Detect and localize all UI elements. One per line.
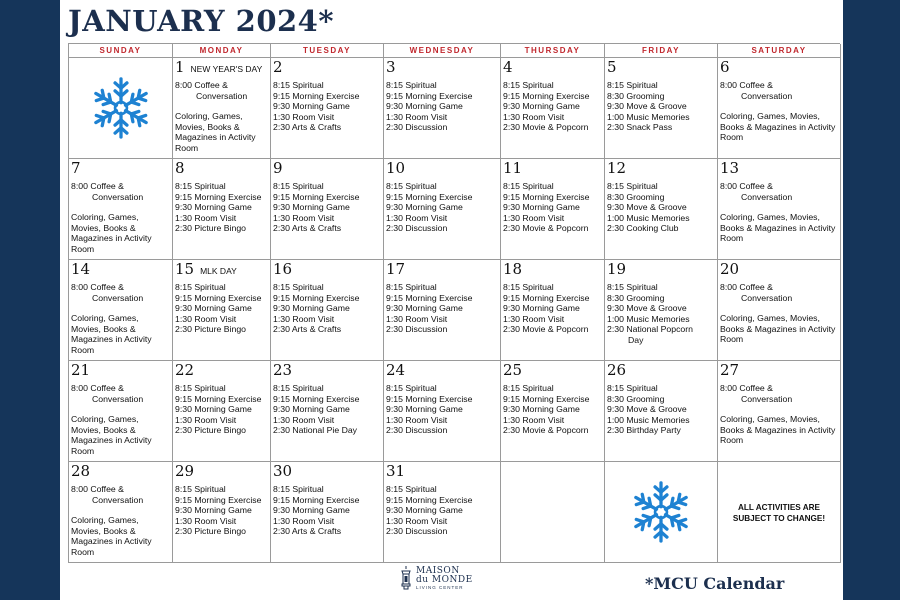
day-cell-4	[501, 58, 605, 159]
activity-line: 8:15 Spiritual	[503, 181, 554, 191]
activity-line: 2:30 Picture Bingo	[175, 526, 246, 537]
day-number: 12	[607, 159, 627, 177]
activity-line: 9:15 Morning Exercise	[386, 90, 473, 101]
activity-line: 1:00 Music Memories	[607, 313, 690, 324]
activity-line: 9:30 Move & Groove	[607, 303, 687, 314]
day-number: 6	[720, 58, 730, 76]
calendar-grid	[68, 43, 840, 563]
day-cell-29	[173, 462, 271, 563]
activity-line: 9:30 Morning Game	[273, 404, 350, 415]
activity-line: 8:00 Coffee &	[71, 383, 124, 393]
activity-line: Coloring, Games, Movies, Books & Magazines in Activity Room	[720, 212, 836, 244]
page-title: JANUARY 2024*	[68, 4, 335, 38]
activity-line: 9:15 Morning Exercise	[386, 292, 473, 303]
weekday-header-sunday: SUNDAY	[69, 44, 173, 58]
activity-line: 8:15 Spiritual	[273, 383, 324, 393]
activity-line: 1:30 Room Visit	[175, 515, 237, 526]
activity-line: 2:30 Picture Bingo	[175, 223, 246, 234]
activity-line: 1:30 Room Visit	[503, 212, 565, 223]
empty-cell	[501, 462, 605, 563]
activity-line: 9:15 Morning Exercise	[273, 191, 360, 202]
activity-line: 8:00 Coffee &	[71, 181, 124, 191]
day-number: 31	[386, 462, 406, 480]
activity-line: 9:30 Move & Groove	[607, 202, 687, 213]
day-number: 26	[607, 361, 627, 379]
activity-line: 9:15 Morning Exercise	[273, 393, 360, 404]
activity-line: 2:30 Movie & Popcorn	[503, 425, 589, 436]
activity-line: 1:30 Room Visit	[386, 515, 448, 526]
activity-line: 9:30 Morning Game	[175, 505, 252, 516]
activity-line: 8:00 Coffee &	[175, 80, 228, 90]
day-number: 20	[720, 260, 740, 278]
day-cell-25	[501, 361, 605, 462]
day-number: 15	[175, 260, 195, 278]
activity-line: 2:30 Snack Pass	[607, 122, 673, 133]
activity-line: 9:30 Morning Game	[175, 202, 252, 213]
day-number: 7	[71, 159, 81, 177]
day-cell-5	[605, 58, 718, 159]
activity-line: 9:15 Morning Exercise	[503, 191, 590, 202]
activity-line: Conversation	[92, 191, 144, 202]
day-number: 8	[175, 159, 185, 177]
day-cell-2	[271, 58, 384, 159]
activity-line: 8:00 Coffee &	[720, 181, 773, 191]
weekday-header-monday: MONDAY	[173, 44, 271, 58]
activity-line: 8:15 Spiritual	[273, 80, 324, 90]
activity-line: 1:30 Room Visit	[386, 212, 448, 223]
activity-line: 8:15 Spiritual	[386, 484, 437, 494]
activity-line: Conversation	[92, 292, 144, 303]
day-number: 27	[720, 361, 740, 379]
activity-line: 8:15 Spiritual	[273, 484, 324, 494]
activity-line: Conversation	[741, 90, 793, 101]
day-cell-23	[271, 361, 384, 462]
notice-cell	[718, 462, 841, 563]
activity-line: 8:15 Spiritual	[386, 181, 437, 191]
activity-line: 9:30 Move & Groove	[607, 101, 687, 112]
day-number: 11	[503, 159, 523, 177]
activity-line: 8:15 Spiritual	[607, 181, 658, 191]
activity-line: 8:00 Coffee &	[720, 80, 773, 90]
activity-line: 1:30 Room Visit	[273, 515, 335, 526]
day-number: 3	[386, 58, 396, 76]
activity-line: 9:30 Morning Game	[503, 303, 580, 314]
activity-line: 1:30 Room Visit	[273, 414, 335, 425]
activity-line: 9:30 Morning Game	[503, 101, 580, 112]
day-cell-8	[173, 159, 271, 260]
weekday-header-saturday: SATURDAY	[718, 44, 841, 58]
activity-line: 1:30 Room Visit	[175, 212, 237, 223]
snowflake-icon	[88, 75, 154, 141]
day-number: 2	[273, 58, 283, 76]
activity-line: 9:30 Morning Game	[386, 404, 463, 415]
activity-line: 9:15 Morning Exercise	[175, 191, 262, 202]
activity-line	[175, 101, 268, 111]
activity-line: 9:30 Morning Game	[273, 303, 350, 314]
holiday-label: MLK DAY	[200, 266, 237, 276]
day-number: 13	[720, 159, 740, 177]
day-cell-6	[718, 58, 841, 159]
activity-line: 1:00 Music Memories	[607, 212, 690, 223]
activity-line: 8:15 Spiritual	[607, 383, 658, 393]
activity-line: Conversation	[741, 393, 793, 404]
activity-line: 8:15 Spiritual	[386, 383, 437, 393]
activity-line: Coloring, Games, Movies, Books & Magazines in Activity Room	[71, 313, 152, 355]
activity-line: 8:30 Grooming	[607, 292, 665, 303]
activity-line: 8:15 Spiritual	[175, 181, 226, 191]
day-cell-9	[271, 159, 384, 260]
day-cell-24	[384, 361, 501, 462]
activity-line: 8:15 Spiritual	[273, 282, 324, 292]
activity-line: Coloring, Games, Movies, Books & Magazines in Activity Room	[71, 414, 152, 456]
activity-line: 9:30 Morning Game	[386, 101, 463, 112]
activity-line: 8:15 Spiritual	[503, 383, 554, 393]
activity-line: 8:15 Spiritual	[175, 383, 226, 393]
day-cell-16	[271, 260, 384, 361]
activity-line: 9:15 Morning Exercise	[503, 90, 590, 101]
weekday-header-wednesday: WEDNESDAY	[384, 44, 501, 58]
activity-line: 9:15 Morning Exercise	[273, 494, 360, 505]
activity-line: 2:30 Discussion	[386, 425, 448, 436]
activity-line: 1:30 Room Visit	[503, 414, 565, 425]
activity-line: 1:30 Room Visit	[273, 212, 335, 223]
day-cell-20	[718, 260, 841, 361]
activity-line: Conversation	[196, 90, 248, 101]
activity-line: Coloring, Games, Movies, Books & Magazines in Activity Room	[175, 111, 256, 153]
activity-line: 1:30 Room Visit	[386, 313, 448, 324]
day-number: 24	[386, 361, 406, 379]
activity-line: 2:30 Picture Bingo	[175, 425, 246, 436]
day-number: 28	[71, 462, 91, 480]
activity-line: 8:00 Coffee &	[720, 282, 773, 292]
activity-line: 9:15 Morning Exercise	[386, 494, 473, 505]
activity-line: Conversation	[741, 292, 793, 303]
activity-line: 9:30 Morning Game	[175, 303, 252, 314]
activity-line: 8:15 Spiritual	[273, 181, 324, 191]
activity-line: 9:15 Morning Exercise	[273, 292, 360, 303]
activity-line: Coloring, Games, Movies, Books & Magazines in Activity Room	[720, 414, 836, 446]
activity-line: 2:30 National Pie Day	[273, 425, 358, 436]
day-cell-19	[605, 260, 718, 361]
activity-line: 1:30 Room Visit	[273, 313, 335, 324]
activity-line: 9:30 Move & Groove	[607, 404, 687, 415]
activity-line: 8:15 Spiritual	[175, 484, 226, 494]
activity-line: 2:30 Movie & Popcorn	[503, 324, 589, 335]
activity-line: 2:30 Arts & Crafts	[273, 526, 342, 537]
day-number: 14	[71, 260, 91, 278]
activity-line: 2:30 National Popcorn	[607, 324, 693, 335]
activity-line: 1:30 Room Visit	[503, 111, 565, 122]
day-cell-3	[384, 58, 501, 159]
logo-name-line2: du MONDE	[416, 574, 473, 585]
activity-line: 8:15 Spiritual	[503, 80, 554, 90]
activity-line: 2:30 Arts & Crafts	[273, 122, 342, 133]
day-number: 25	[503, 361, 523, 379]
change-notice: ALL ACTIVITIES ARE SUBJECT TO CHANGE!	[732, 502, 826, 523]
day-cell-17	[384, 260, 501, 361]
activity-line: 8:30 Grooming	[607, 191, 665, 202]
day-number: 21	[71, 361, 91, 379]
day-number: 5	[607, 58, 617, 76]
day-cell-14	[69, 260, 173, 361]
activity-line: Day	[628, 334, 644, 345]
activity-line	[720, 202, 838, 212]
logo-name-line1: MAISON	[416, 565, 460, 576]
day-cell-30	[271, 462, 384, 563]
day-number: 29	[175, 462, 195, 480]
activity-line: Conversation	[92, 393, 144, 404]
activity-line: 1:30 Room Visit	[273, 111, 335, 122]
day-cell-26	[605, 361, 718, 462]
activity-line: 8:00 Coffee &	[71, 484, 124, 494]
activity-line: 9:30 Morning Game	[386, 505, 463, 516]
activity-line: 8:15 Spiritual	[386, 282, 437, 292]
day-number: 16	[273, 260, 293, 278]
activity-line	[720, 101, 838, 111]
lantern-icon	[400, 566, 412, 590]
activity-line: 8:15 Spiritual	[386, 80, 437, 90]
day-cell-28	[69, 462, 173, 563]
activity-line: 9:30 Morning Game	[503, 404, 580, 415]
activity-line: 9:30 Morning Game	[273, 505, 350, 516]
weekday-header-thursday: THURSDAY	[501, 44, 605, 58]
activity-line: 8:30 Grooming	[607, 393, 665, 404]
activity-line	[71, 202, 170, 212]
activity-line: 1:30 Room Visit	[503, 313, 565, 324]
activity-line: 8:15 Spiritual	[503, 282, 554, 292]
logo	[400, 566, 473, 590]
holiday-label: NEW YEAR'S DAY	[190, 64, 263, 74]
activity-line: 9:30 Morning Game	[273, 101, 350, 112]
activity-line: Conversation	[92, 494, 144, 505]
day-cell-22	[173, 361, 271, 462]
activity-line: 2:30 Arts & Crafts	[273, 223, 342, 234]
activity-line: 2:30 Movie & Popcorn	[503, 122, 589, 133]
activity-line: 8:15 Spiritual	[175, 282, 226, 292]
activity-line: 9:30 Morning Game	[175, 404, 252, 415]
activity-line: 9:15 Morning Exercise	[175, 292, 262, 303]
activity-line: 1:00 Music Memories	[607, 414, 690, 425]
activity-line: 2:30 Cooking Club	[607, 223, 679, 234]
activity-line: 9:30 Morning Game	[273, 202, 350, 213]
activity-line: 1:30 Room Visit	[386, 414, 448, 425]
activity-line: 9:15 Morning Exercise	[386, 191, 473, 202]
activity-line: 8:00 Coffee &	[720, 383, 773, 393]
activity-line	[71, 303, 170, 313]
day-cell-10	[384, 159, 501, 260]
activity-line: 9:15 Morning Exercise	[273, 90, 360, 101]
day-cell-27	[718, 361, 841, 462]
activity-line: 2:30 Discussion	[386, 223, 448, 234]
activity-line: 9:30 Morning Game	[503, 202, 580, 213]
activity-line: 9:15 Morning Exercise	[175, 393, 262, 404]
activity-line: 2:30 Birthday Party	[607, 425, 681, 436]
day-cell-31	[384, 462, 501, 563]
day-cell-1	[173, 58, 271, 159]
activity-line: 8:30 Grooming	[607, 90, 665, 101]
activity-line: 9:30 Morning Game	[386, 303, 463, 314]
activity-line: 1:30 Room Visit	[386, 111, 448, 122]
activity-line: 9:30 Morning Game	[386, 202, 463, 213]
activity-line: 2:30 Discussion	[386, 324, 448, 335]
snowflake-cell	[69, 58, 173, 159]
activity-line: 9:15 Morning Exercise	[386, 393, 473, 404]
activity-line: Coloring, Games, Movies, Books & Magazines in Activity Room	[71, 212, 152, 254]
day-number: 1	[175, 58, 185, 76]
day-cell-12	[605, 159, 718, 260]
calendar-page	[60, 0, 843, 600]
activity-line: 2:30 Discussion	[386, 122, 448, 133]
activity-line	[720, 404, 838, 414]
snowflake-icon	[628, 479, 694, 545]
day-cell-7	[69, 159, 173, 260]
activity-line: Conversation	[741, 191, 793, 202]
activity-line: Coloring, Games, Movies, Books & Magazines in Activity Room	[720, 111, 836, 143]
activity-line: 9:15 Morning Exercise	[503, 292, 590, 303]
day-number: 9	[273, 159, 283, 177]
activity-line: 1:30 Room Visit	[175, 414, 237, 425]
activity-line: 1:30 Room Visit	[175, 313, 237, 324]
activity-line: 2:30 Discussion	[386, 526, 448, 537]
day-cell-21	[69, 361, 173, 462]
activity-line: 9:15 Morning Exercise	[503, 393, 590, 404]
snowflake-cell	[605, 462, 718, 563]
day-number: 19	[607, 260, 627, 278]
activity-line	[720, 303, 838, 313]
day-number: 18	[503, 260, 523, 278]
activity-line: 2:30 Movie & Popcorn	[503, 223, 589, 234]
day-number: 30	[273, 462, 293, 480]
footer-label: *MCU Calendar	[645, 574, 785, 593]
activity-line: 8:15 Spiritual	[607, 282, 658, 292]
activity-line: 2:30 Arts & Crafts	[273, 324, 342, 335]
activity-line: 2:30 Picture Bingo	[175, 324, 246, 335]
day-number: 22	[175, 361, 195, 379]
day-cell-18	[501, 260, 605, 361]
activity-line: 9:15 Morning Exercise	[175, 494, 262, 505]
day-cell-13	[718, 159, 841, 260]
activity-line	[71, 404, 170, 414]
logo-tagline: LIVING CENTER	[416, 584, 464, 590]
activity-line: 8:15 Spiritual	[607, 80, 658, 90]
activity-line: 1:00 Music Memories	[607, 111, 690, 122]
weekday-header-tuesday: TUESDAY	[271, 44, 384, 58]
day-number: 17	[386, 260, 406, 278]
activity-line: Coloring, Games, Movies, Books & Magazines in Activity Room	[720, 313, 836, 345]
weekday-header-friday: FRIDAY	[605, 44, 718, 58]
day-number: 23	[273, 361, 293, 379]
day-number: 10	[386, 159, 406, 177]
activity-line: Coloring, Games, Movies, Books & Magazines in Activity Room	[71, 515, 152, 557]
activity-line: 8:00 Coffee &	[71, 282, 124, 292]
day-cell-11	[501, 159, 605, 260]
day-number: 4	[503, 58, 513, 76]
day-cell-15	[173, 260, 271, 361]
activity-line	[71, 505, 170, 515]
